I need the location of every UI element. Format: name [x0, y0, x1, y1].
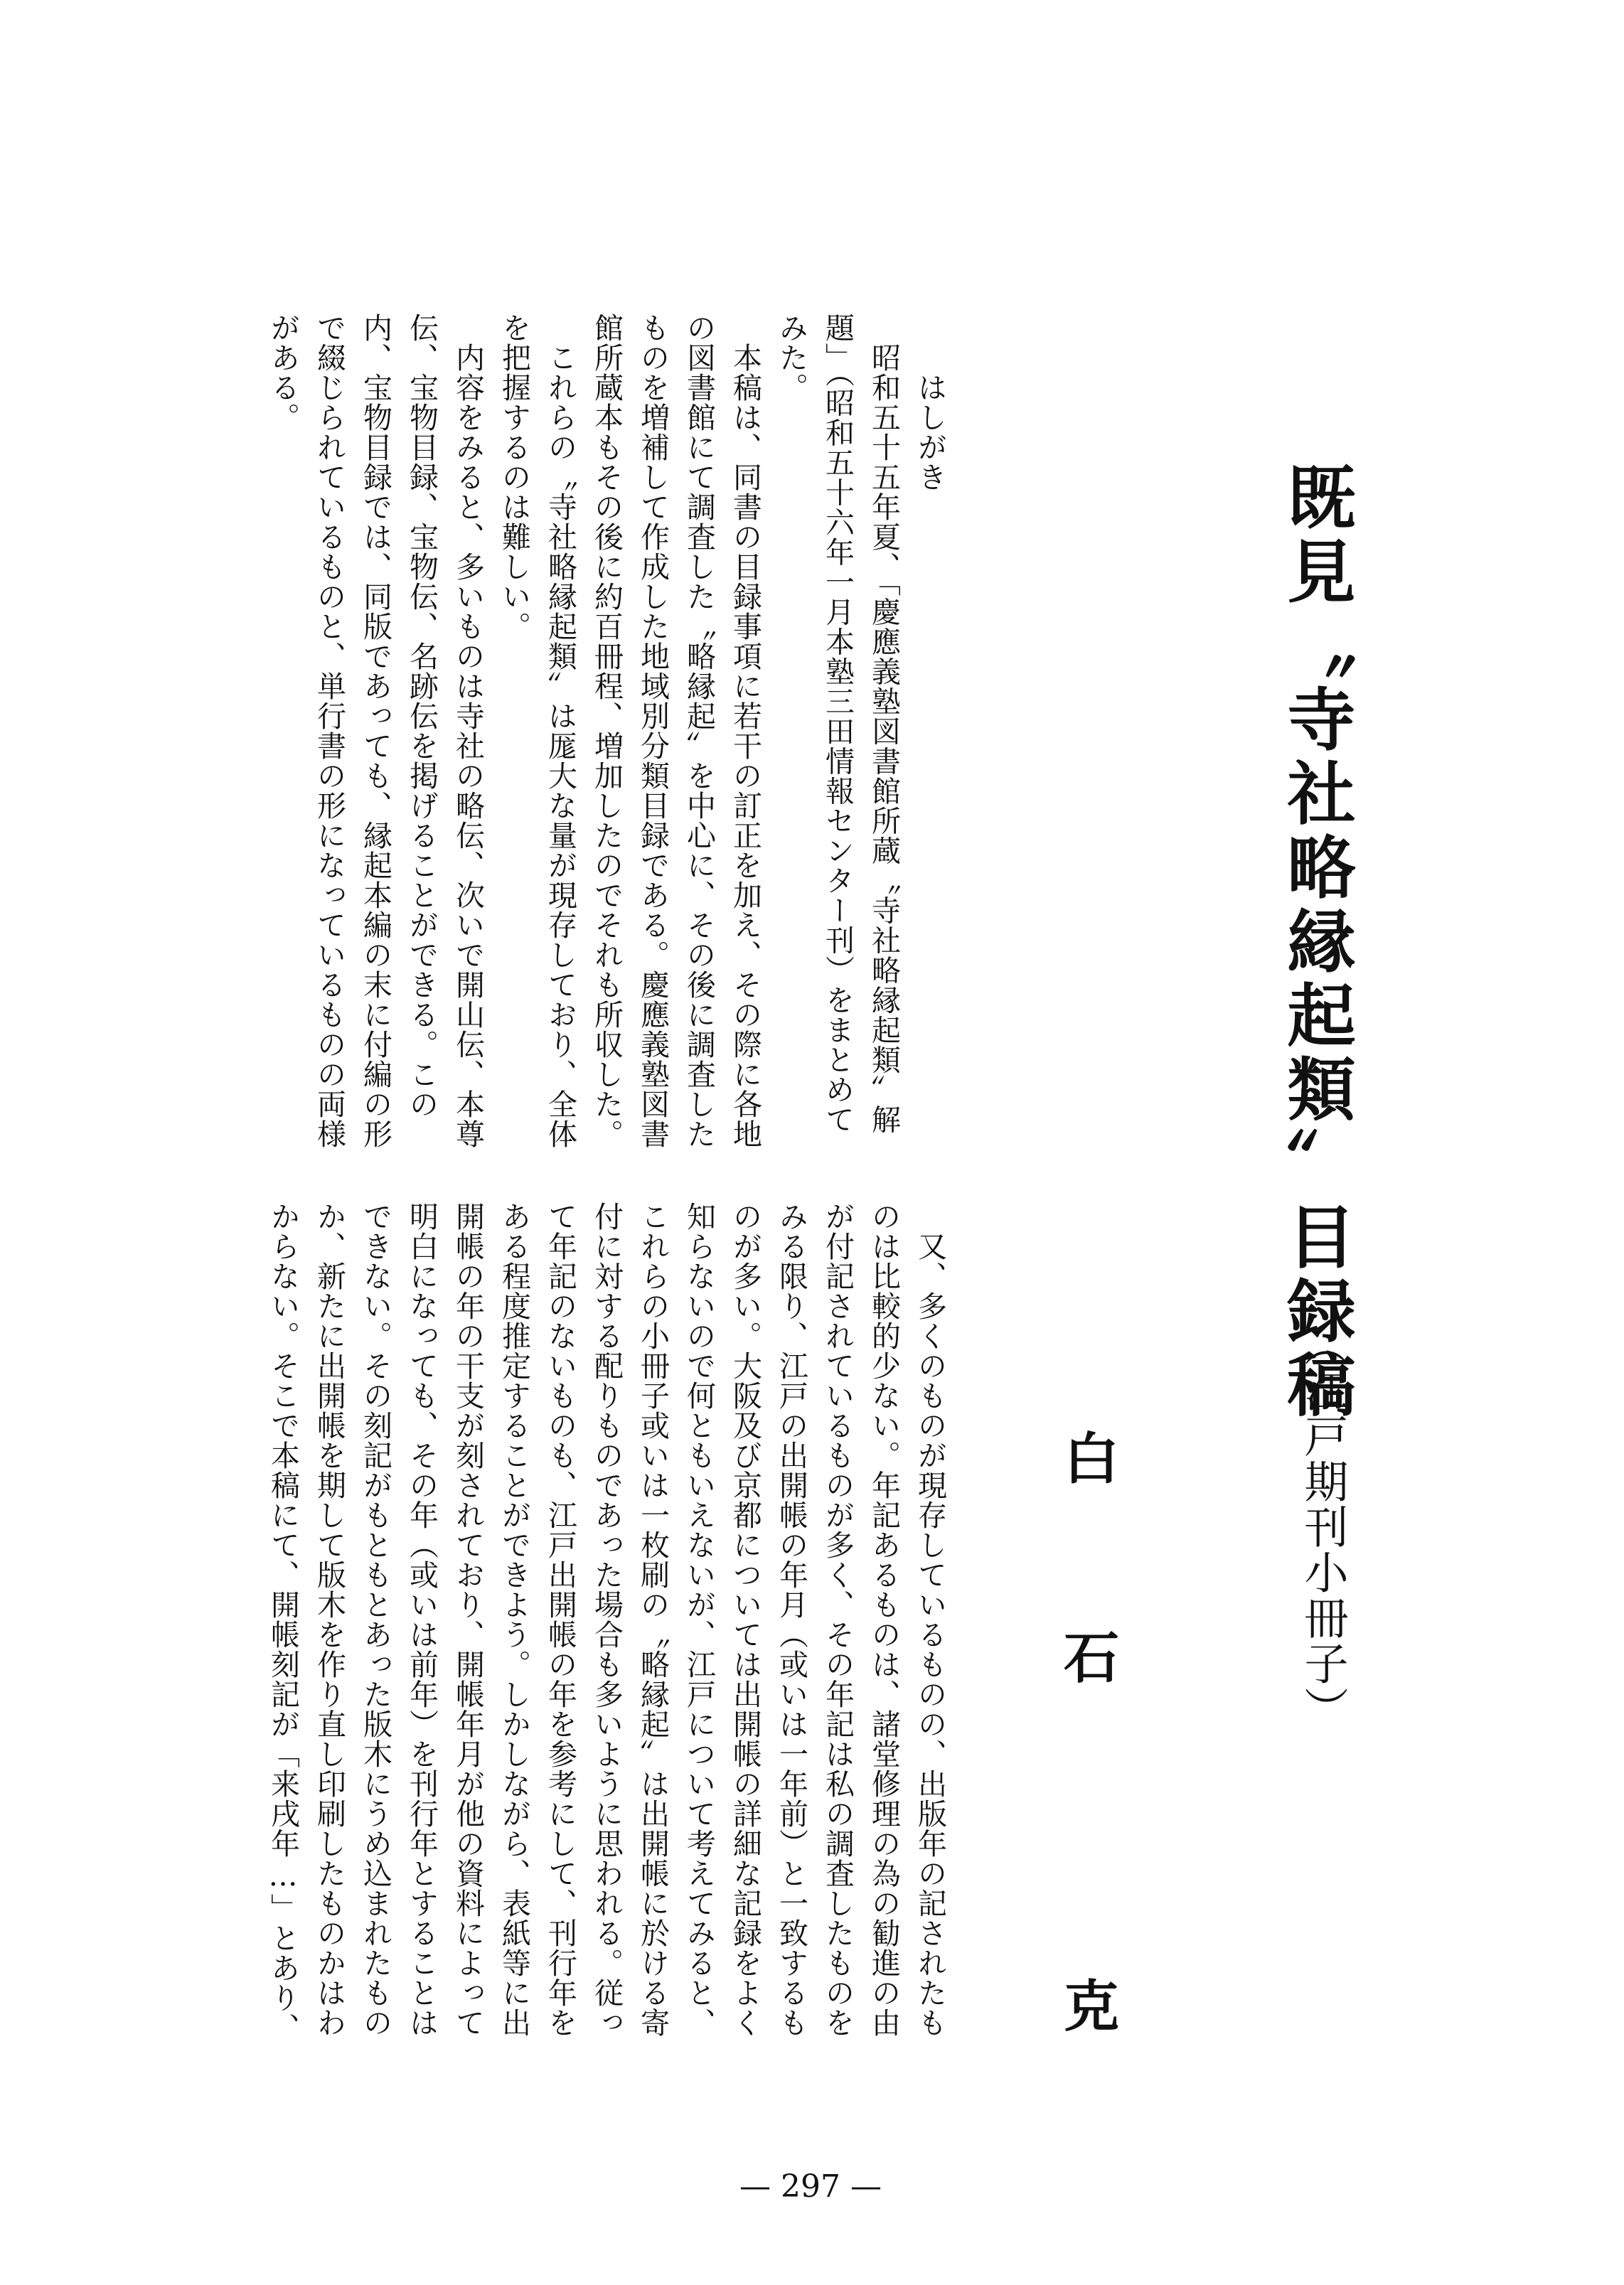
text-line: のが多い。大阪及び京都については出開帳の詳細な記録をよく — [728, 1202, 762, 2038]
text-line: のは比較的少ない。年記あるものは、諸堂修理の為の勧進の由 — [867, 1202, 901, 2038]
text-line: で綴じられているものと、単行書の形になっているものの両様 — [312, 313, 346, 1149]
text-line: 本稿は、同書の目録事項に若干の訂正を加え、その際に各地 — [728, 313, 762, 1149]
author-name-char: 白 — [1063, 1427, 1119, 1492]
text-line: 又、多くのものが現存しているものの、出版年の記されたも — [913, 1202, 947, 2038]
text-line: 内、宝物目録では、同版であっても、縁起本編の末に付編の形 — [358, 313, 392, 1149]
text-line: か、新たに出開帳を期して版木を作り直し印刷したものかはわ — [312, 1202, 346, 2038]
text-line: の図書館にて調査した〝略縁起〟を中心に、その後に調査した — [682, 313, 716, 1149]
text-line: 明白になっても、その年（或いは前年）を刊行年とすることは — [405, 1202, 439, 2038]
text-line: ものを増補して作成した地域別分類目録である。慶應義塾図書 — [636, 313, 670, 1149]
text-line: 題」（昭和五十六年一月本塾三田情報センター刊）をまとめて — [821, 313, 855, 1135]
text-line: これらの〝寺社略縁起類〟は厖大な量が現存しており、全体 — [543, 313, 577, 1149]
text-line: 開帳の年の干支が刻されており、開帳年月が他の資料によって — [451, 1202, 485, 2038]
text-line: みる限り、江戸の出開帳の年月（或いは一年前）と一致するも — [774, 1202, 808, 2038]
text-line: 伝、宝物目録、宝物伝、名跡伝を掲げることができる。この — [405, 313, 439, 1119]
text-line: これらの小冊子或いは一枚刷の〝略縁起〟は出開帳に於ける寄 — [636, 1202, 670, 2038]
article-title: 既見〝寺社略縁起類〟目録稿 — [1276, 462, 1357, 1423]
text-line: 知らないので何ともいえないが、江戸について考えてみると、 — [682, 1202, 716, 2038]
introduction-section — [178, 313, 953, 1149]
text-line: できない。その刻記がもともとあった版木にうめ込まれたもの — [358, 1202, 392, 2038]
text-line: ある程度推定することができよう。しかしながら、表紙等に出 — [497, 1202, 531, 2038]
text-line: がある。 — [266, 313, 300, 432]
section-heading: はしがき — [913, 313, 947, 492]
text-line: 内容をみると、多いものは寺社の略伝、次いで開山伝、本尊 — [451, 313, 485, 1149]
text-line: 昭和五十五年夏、「慶應義塾図書館所蔵〝寺社略縁起類〟解 — [867, 313, 901, 1135]
article-subtitle: （江戸期刊小冊子） — [1297, 1322, 1349, 1732]
page-number: — 297 — — [739, 2168, 882, 2205]
text-line: 館所蔵本もその後に約百冊程、増加したのでそれも所収した。 — [589, 313, 624, 1149]
author-name-char: 石 — [1063, 1626, 1119, 1691]
text-line: が付記されているものが多く、その年記は私の調査したものを — [821, 1202, 855, 2038]
text-line: からない。そこで本稿にて、開帳刻記が「来戌年…」とあり、 — [266, 1202, 300, 2043]
text-line: 付に対する配りものであった場合も多いように思われる。従っ — [589, 1202, 624, 2038]
author-name-char: 克 — [1063, 1974, 1119, 2039]
text-line: みた。 — [774, 313, 808, 402]
text-line: を把握するのは難しい。 — [497, 313, 531, 641]
body-section — [178, 1202, 953, 2104]
text-line: て年記のないものも、江戸出開帳の年を参考にして、刊行年を — [543, 1202, 577, 2038]
